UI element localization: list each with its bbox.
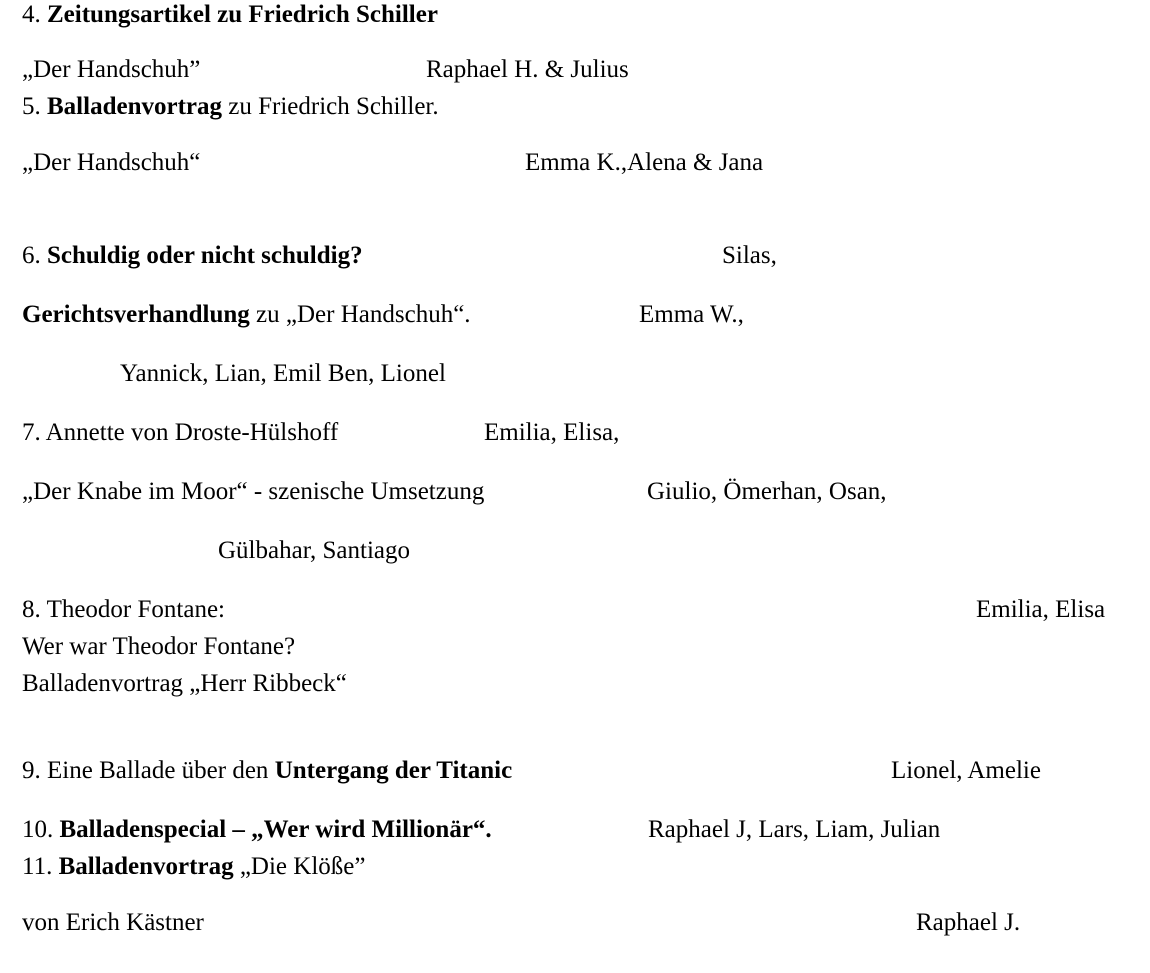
item-number: 7. <box>22 419 41 446</box>
item-10-heading <box>22 815 492 845</box>
item-4-heading <box>22 0 438 30</box>
item-11-names: Raphael J. <box>916 909 1021 936</box>
item-8-heading <box>22 595 225 625</box>
item-7-names-3: Gülbahar, Santiago <box>218 537 411 564</box>
item-title-rest: zu Friedrich Schiller. <box>228 93 439 120</box>
item-subtitle-rest: zu „Der Handschuh“. <box>256 301 471 328</box>
item-8-names: Emilia, Elisa <box>976 596 1106 623</box>
item-8-line-2: Wer war Theodor Fontane? <box>22 633 296 660</box>
item-8-line-3: Balladenvortrag „Herr Ribbeck“ <box>22 670 347 697</box>
item-9-heading <box>22 756 512 786</box>
item-number: 10. <box>22 816 54 843</box>
item-6-names-2: Emma W., <box>639 301 744 328</box>
item-6-names-1: Silas, <box>722 242 777 269</box>
item-7-names-2: Giulio, Ömerhan, Osan, <box>647 478 887 505</box>
item-6-subtitle <box>22 300 471 330</box>
item-7-names-1: Emilia, Elisa, <box>484 419 620 446</box>
item-5-heading <box>22 92 439 122</box>
item-10-names: Raphael J, Lars, Liam, Julian <box>648 816 941 843</box>
item-number: 9. <box>22 757 41 784</box>
item-title: Zeitungsartikel zu Friedrich Schiller <box>47 1 438 28</box>
item-number: 11. <box>22 853 53 880</box>
item-number: 6. <box>22 242 41 269</box>
item-number: 8. <box>22 596 41 623</box>
item-6-names-3: Yannick, Lian, Emil Ben, Lionel <box>120 360 446 387</box>
item-9-names: Lionel, Amelie <box>891 757 1041 784</box>
item-4-names: Raphael H. & Julius <box>426 56 629 83</box>
item-6-heading <box>22 241 363 271</box>
item-11-heading <box>22 852 365 882</box>
item-title-bold: Untergang der Titanic <box>274 757 513 784</box>
item-number: 4. <box>22 1 41 28</box>
item-11-subtitle: von Erich Kästner <box>22 909 204 936</box>
item-4-subtitle: „Der Handschuh” <box>22 56 201 83</box>
item-title: Theodor Fontane: <box>46 596 225 623</box>
item-title: Balladenspecial – „Wer wird Millionär“. <box>59 816 492 843</box>
item-7-heading <box>22 418 338 448</box>
item-number: 5. <box>22 93 41 120</box>
item-title-rest: „Die Klöße” <box>239 853 366 880</box>
item-5-names: Emma K.,Alena & Jana <box>525 149 764 176</box>
item-title-bold: Balladenvortrag <box>47 93 222 120</box>
item-title: Schuldig oder nicht schuldig? <box>47 242 363 269</box>
item-5-subtitle: „Der Handschuh“ <box>22 149 201 176</box>
item-subtitle-bold: Gerichtsverhandlung <box>22 301 250 328</box>
item-title-pre: Eine Ballade über den <box>47 757 269 784</box>
item-7-subtitle: „Der Knabe im Moor“ - szenische Umsetzung <box>22 478 485 505</box>
item-title: Annette von Droste-Hülshoff <box>45 419 339 446</box>
item-title-bold: Balladenvortrag <box>58 853 234 880</box>
